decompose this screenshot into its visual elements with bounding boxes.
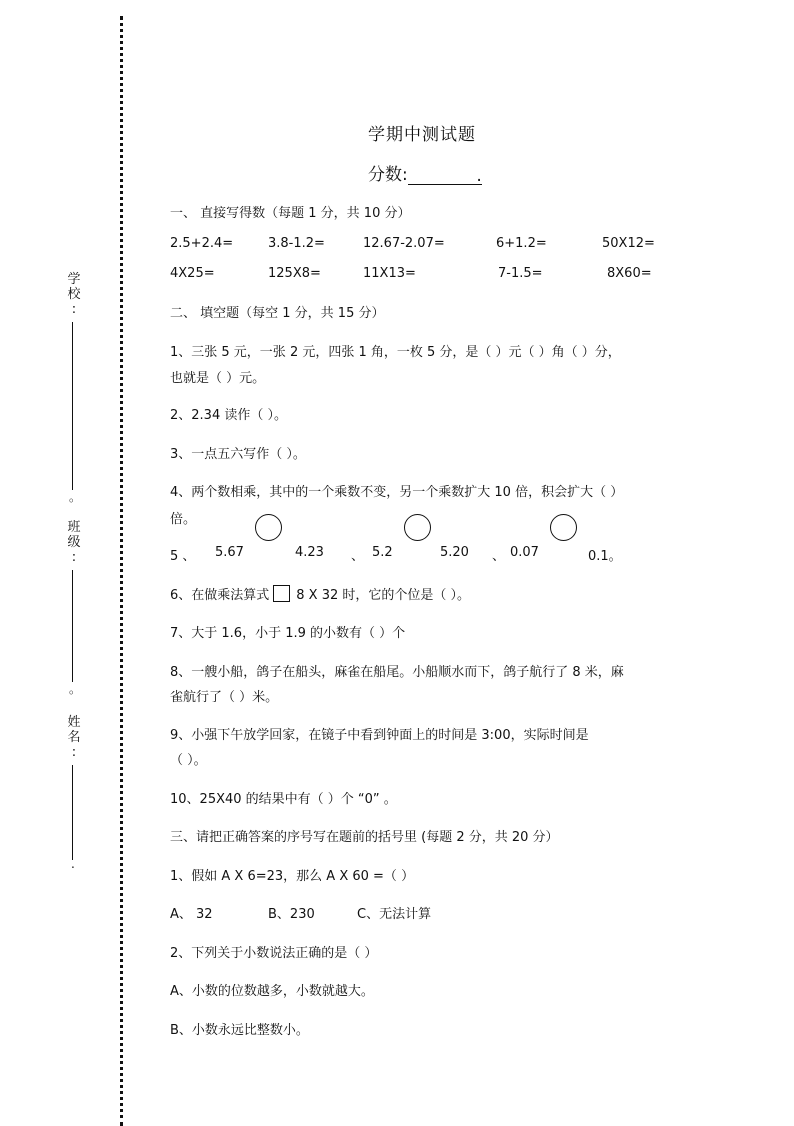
page-title: 学期中测试题 bbox=[368, 125, 476, 145]
option-c: C、无法计算 bbox=[357, 907, 432, 922]
calc-item: 7-1.5= bbox=[498, 266, 543, 281]
score-blank[interactable] bbox=[408, 166, 482, 185]
binding-class-label: 班 级 : bbox=[67, 520, 81, 565]
question-2-8-line1: 8、一艘小船，鸽子在船头，麻雀在船尾。小船顺水而下，鸽子航行了 8 米，麻 bbox=[170, 665, 624, 680]
compare-circle[interactable] bbox=[255, 514, 282, 541]
calc-item: 2.5+2.4= bbox=[170, 236, 234, 251]
compare-circle[interactable] bbox=[404, 514, 431, 541]
section3-heading: 三、请把正确答案的序号写在题前的括号里 (每题 2 分，共 20 分） bbox=[170, 830, 559, 845]
compare-value: 5.67 bbox=[215, 545, 244, 560]
score-end: . bbox=[476, 166, 482, 186]
question-2-8-line2: 雀航行了（ ）米。 bbox=[170, 690, 279, 705]
option-a: A、 32 bbox=[170, 907, 213, 922]
question-2-6-text-b: 8 X 32 时，它的个位是（ ）。 bbox=[296, 588, 471, 603]
binding-school-label: 学 校 : bbox=[67, 272, 81, 317]
compare-value: 0.07 bbox=[510, 545, 539, 560]
calc-item: 3.8-1.2= bbox=[268, 236, 325, 251]
question-3-2: 2、下列关于小数说法正确的是（ ） bbox=[170, 946, 378, 961]
question-3-1: 1、假如 A X 6=23，那么 A X 60 =（ ） bbox=[170, 869, 415, 884]
calc-item: 11X13= bbox=[363, 266, 416, 281]
calc-item: 50X12= bbox=[602, 236, 655, 251]
binding-school-line bbox=[72, 322, 73, 490]
compare-value: 4.23 bbox=[295, 545, 324, 560]
compare-value: 0.1。 bbox=[588, 549, 622, 564]
question-2-3: 3、一点五六写作（ ）。 bbox=[170, 447, 306, 462]
blank-box[interactable] bbox=[273, 585, 290, 602]
calc-item: 12.67-2.07= bbox=[363, 236, 445, 251]
calc-item: 8X60= bbox=[607, 266, 652, 281]
binding-name-mark: . bbox=[71, 857, 75, 871]
option-b: B、230 bbox=[268, 907, 315, 922]
binding-class-line bbox=[72, 570, 73, 682]
score-line bbox=[368, 160, 482, 185]
question-2-6-text-a: 6、在做乘法算式 bbox=[170, 588, 270, 603]
compare-separator: 、 bbox=[351, 549, 365, 564]
compare-circle[interactable] bbox=[550, 514, 577, 541]
question-2-5-number: 5 、 bbox=[170, 549, 196, 564]
binding-class-mark: 。 bbox=[69, 682, 82, 696]
compare-value: 5.20 bbox=[440, 545, 469, 560]
question-2-4-line2: 倍。 bbox=[170, 512, 197, 527]
compare-separator: 、 bbox=[492, 549, 506, 564]
binding-name-line bbox=[72, 765, 73, 860]
question-2-10: 10、25X40 的结果中有（ ）个 “0” 。 bbox=[170, 792, 397, 807]
question-2-4-line1: 4、两个数相乘，其中的一个乘数不变，另一个乘数扩大 10 倍，积会扩大（ ） bbox=[170, 485, 624, 500]
calc-item: 4X25= bbox=[170, 266, 215, 281]
section2-heading: 二、 填空题（每空 1 分，共 15 分） bbox=[170, 306, 385, 321]
calc-item: 6+1.2= bbox=[496, 236, 547, 251]
score-label: 分数: bbox=[368, 165, 408, 185]
binding-school-mark: 。 bbox=[69, 490, 82, 504]
question-2-9-line2: （ ）。 bbox=[170, 753, 207, 768]
section1-heading: 一、 直接写得数（每题 1 分，共 10 分） bbox=[170, 206, 411, 221]
question-2-2: 2、2.34 读作（ ）。 bbox=[170, 408, 287, 423]
option-a: A、小数的位数越多，小数就越大。 bbox=[170, 984, 374, 999]
binding-name-label: 姓 名 : bbox=[67, 715, 81, 760]
compare-value: 5.2 bbox=[372, 545, 393, 560]
question-2-1-line1: 1、三张 5 元，一张 2 元，四张 1 角，一枚 5 分，是（ ）元（ ）角（ ）分， bbox=[170, 345, 621, 360]
question-2-6 bbox=[170, 584, 470, 603]
question-2-1-line2: 也就是（ ）元。 bbox=[170, 371, 266, 386]
option-b: B、小数永远比整数小。 bbox=[170, 1023, 309, 1038]
question-2-9-line1: 9、小强下午放学回家，在镜子中看到钟面上的时间是 3:00，实际时间是 bbox=[170, 728, 589, 743]
calc-item: 125X8= bbox=[268, 266, 321, 281]
binding-dotted-line bbox=[120, 16, 123, 1126]
question-2-7: 7、大于 1.6，小于 1.9 的小数有（ ）个 bbox=[170, 626, 406, 641]
